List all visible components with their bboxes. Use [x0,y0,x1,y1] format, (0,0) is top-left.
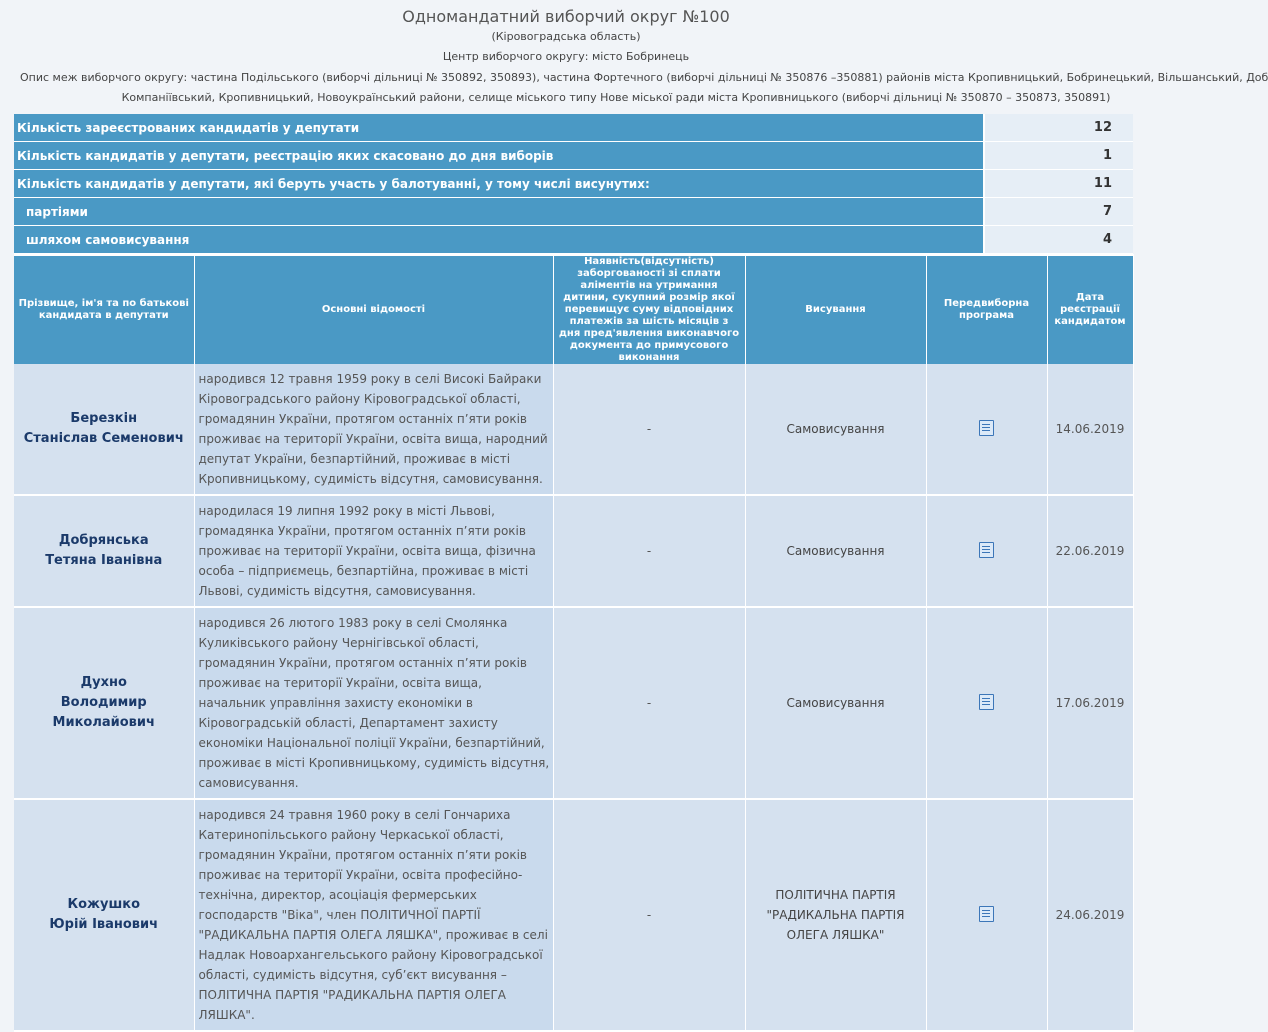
stats-value: 12 [984,114,1133,142]
stats-row-by-parties [14,198,1133,226]
candidate-nomination: Самовисування [745,495,926,607]
district-center: Центр виборчого округу: місто Бобринець [442,50,690,63]
table-row [14,495,1133,607]
candidate-debt: - [553,495,745,607]
description-line-2: Компаніївський, Кропивницький, Новоукраїнський райони, селище міського типу Нове міської ради міста Кропивницького (виборчі дільниці № 350870 – 350873, 350891) [121,91,1111,104]
column-header-program[interactable]: Передвиборна програма [926,255,1047,364]
stats-label: шляхом самовисування [14,226,984,254]
candidate-nomination: ПОЛІТИЧНА ПАРТІЯ "РАДИКАЛЬНА ПАРТІЯ ОЛЕГА ЛЯШКА" [745,799,926,1031]
candidate-info: народився 12 травня 1959 року в селі Високі Байраки Кіровоградського району Кіровоградської області, громадянин України, протягом останніх п’яти років проживає на території України, освіта вища, народний депутат України, безпартійний, проживає в місті Кропивницькому, судимість відсутня, самовисування. [194,364,553,495]
candidate-info: народився 24 травня 1960 року в селі Гончариха Катеринопільського району Черкаської області, громадянин України, протягом останніх п’яти років проживає на території України, освіта професійно-технічна, директор, асоціація фермерських господарств "Віка", член ПОЛІТИЧНОЇ ПАРТІЇ "РАДИКАЛЬНА ПАРТІЯ ОЛЕГА ЛЯШКА", проживає в селі Надлак Новоархангельського району Кіровоградської області, судимість відсутня, суб’єкт висування – ПОЛІТИЧНА ПАРТІЯ "РАДИКАЛЬНА ПАРТІЯ ОЛЕГА ЛЯШКА". [194,799,553,1031]
document-icon[interactable] [979,420,994,436]
candidate-name[interactable] [14,495,194,607]
column-header-nomination[interactable]: Висування [745,255,926,364]
document-icon[interactable] [979,694,994,710]
candidate-debt: - [553,607,745,799]
candidate-nomination: Самовисування [745,364,926,495]
column-header-info[interactable]: Основні відомості [194,255,553,364]
description-line-1: Опис меж виборчого округу: частина Подільського (виборчі дільниці № 350892, 350893), частина Фортечного (виборчі дільниці № 350876 –350881) районів міста Кропивницький, Бобринецький, Вільшанський, Доб [20,71,1268,84]
candidate-surname[interactable]: Кожушко [67,897,141,912]
candidate-given-name[interactable]: Володимир [60,695,147,710]
stats-row-participating [14,170,1133,198]
stats-value: 4 [984,226,1133,254]
candidate-program [926,364,1047,495]
district-title: Одномандатний виборчий округ №100 [402,7,730,26]
stats-label: партіями [14,198,984,226]
column-header-name[interactable]: Прізвище, ім'я та по батькові кандидата в депутати [14,255,194,364]
district-description [0,68,1268,108]
candidate-patronymic[interactable]: Миколайович [52,715,155,730]
candidate-debt: - [553,364,745,495]
candidates-table [14,254,1134,1032]
stats-value: 7 [984,198,1133,226]
document-icon[interactable] [979,542,994,558]
table-row [14,607,1133,799]
stats-label: Кількість зареєстрованих кандидатів у депутати [14,114,984,142]
table-header-row [14,255,1133,364]
table-row [14,799,1133,1031]
candidate-surname[interactable]: Добрянська [58,533,149,548]
candidate-surname[interactable]: Духно [80,675,127,690]
candidate-program [926,607,1047,799]
candidate-given-names[interactable]: Станіслав Семенович [23,431,184,446]
candidate-nomination: Самовисування [745,607,926,799]
stats-row-registered [14,114,1133,142]
stats-label: Кількість кандидатів у депутати, реєстрацію яких скасовано до дня виборів [14,142,984,170]
candidate-registration-date: 17.06.2019 [1047,607,1133,799]
candidate-info: народився 26 лютого 1983 року в селі Смолянка Куликівського району Чернігівської області, громадянин України, протягом останніх п’яти років проживає на території України, освіта вища, начальник управління захисту економіки в Кіровоградській області, Департамент захисту економіки Національної поліції України, безпартійний, проживає в місті Кропивницькому, судимість відсутня, самовисування. [194,607,553,799]
candidate-name[interactable] [14,364,194,495]
stats-row-self-nominated [14,226,1133,254]
district-header [0,0,1268,108]
column-header-date[interactable]: Дата реєстрації кандидатом [1047,255,1133,364]
stats-label: Кількість кандидатів у депутати, які беруть участь у балотуванні, у тому числі висунутих: [14,170,984,198]
candidate-registration-date: 14.06.2019 [1047,364,1133,495]
candidate-surname[interactable]: Березкін [70,411,138,426]
column-header-debt[interactable]: Наявність(відсутність) заборгованості зі сплати аліментів на утримання дитини, сукупний розмір якої перевищує суму відповідних платежів за шість місяців з дня пред'явлення виконавчого документа до примусового виконання [553,255,745,364]
stats-value: 1 [984,142,1133,170]
candidate-registration-date: 24.06.2019 [1047,799,1133,1031]
candidate-program [926,495,1047,607]
candidate-debt: - [553,799,745,1031]
stats-value: 11 [984,170,1133,198]
candidate-program [926,799,1047,1031]
candidate-info: народилася 19 липня 1992 року в місті Львові, громадянка України, протягом останніх п’яти років проживає на території України, освіта вища, фізична особа – підприємець, безпартійна, проживає в місті Львові, судимість відсутня, самовисування. [194,495,553,607]
candidate-given-names[interactable]: Юрій Іванович [49,917,159,932]
document-icon[interactable] [979,906,994,922]
candidate-given-names[interactable]: Тетяна Іванівна [45,553,163,568]
candidate-name[interactable] [14,799,194,1031]
candidate-registration-date: 22.06.2019 [1047,495,1133,607]
stats-row-cancelled [14,142,1133,170]
table-row [14,364,1133,495]
district-region: (Кіровоградська область) [491,30,641,43]
candidate-stats-table [14,114,1133,254]
candidate-name[interactable] [14,607,194,799]
